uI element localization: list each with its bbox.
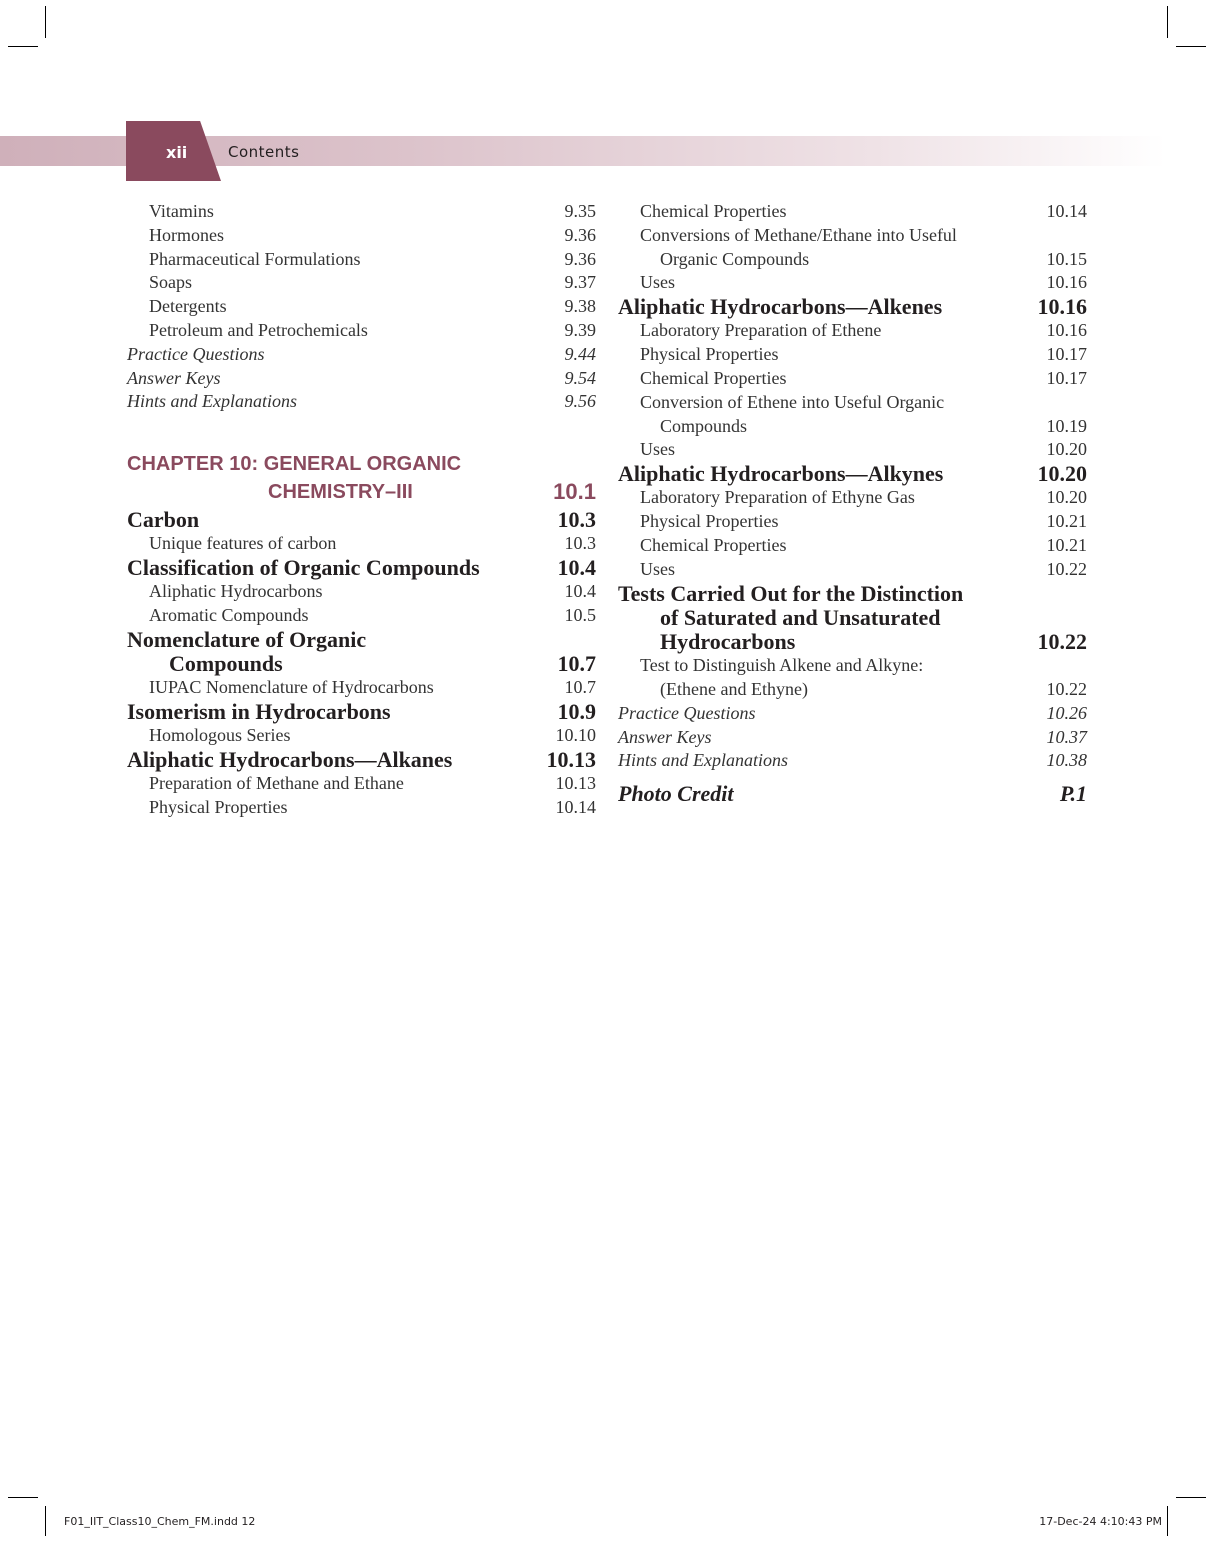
toc-entry-label: Answer Keys — [127, 367, 221, 388]
toc-entry-label: Laboratory Preparation of Ethene — [640, 320, 882, 341]
toc-entry-label: Physical Properties — [640, 511, 779, 532]
toc-entry-label: Laboratory Preparation of Ethyne Gas — [640, 487, 915, 508]
toc-backmatter-entry[interactable] — [618, 702, 1087, 726]
toc-entry-label: Uses — [640, 558, 675, 579]
toc-entry-label: Pharmaceutical Formulations — [149, 248, 361, 269]
toc-entry-label: Chemical Properties — [640, 201, 787, 221]
toc-entry-page: 10.38 — [1046, 750, 1087, 771]
toc-list-after-chapter — [127, 508, 596, 820]
toc-subentry[interactable] — [618, 319, 1087, 343]
toc-entry-label: Detergents — [149, 296, 227, 317]
toc-entry-label: Chemical Properties — [640, 367, 787, 388]
toc-subentry[interactable] — [618, 534, 1087, 558]
toc-entry-label: Uses — [640, 272, 675, 293]
toc-entry-page: 9.37 — [564, 272, 596, 293]
toc-entry-page: 10.15 — [1046, 248, 1087, 269]
toc-entry-page: 9.54 — [564, 367, 596, 388]
toc-entry-page: 10.7 — [557, 651, 596, 677]
toc-subentry[interactable] — [127, 772, 596, 796]
toc-backmatter-entry[interactable] — [618, 749, 1087, 773]
toc-entry-page: 10.26 — [1046, 702, 1087, 723]
toc-entry-page: 10.17 — [1046, 367, 1087, 388]
toc-entry-page: 10.4 — [564, 581, 596, 602]
toc-subentry[interactable] — [127, 200, 596, 224]
toc-subentry[interactable] — [618, 391, 1087, 439]
toc-entry-label: Classification of Organic Compounds — [127, 555, 480, 581]
toc-entry-page: 10.4 — [557, 555, 596, 581]
toc-entry-label-continuation: Compounds — [169, 651, 283, 677]
photo-credit-page: P.1 — [1059, 781, 1087, 807]
chapter-heading[interactable] — [127, 450, 596, 506]
toc-entry-label-continuation: Compounds — [660, 415, 748, 436]
toc-subentry[interactable] — [127, 224, 596, 248]
toc-entry-page: 10.20 — [1046, 439, 1087, 460]
toc-entry-page: 10.16 — [1046, 272, 1087, 293]
toc-backmatter-entry[interactable] — [127, 367, 596, 391]
toc-entry-label: Test to Distinguish Alkene and Alkyne: — [640, 655, 924, 676]
toc-entry-label: Vitamins — [149, 201, 214, 221]
photo-credit-entry[interactable] — [618, 779, 1087, 809]
toc-subentry[interactable] — [618, 486, 1087, 510]
toc-entry-page: 10.20 — [1037, 461, 1087, 487]
footer-timestamp: 17-Dec-24 4:10:43 PM — [1039, 1515, 1162, 1528]
toc-entry-page: 10.5 — [564, 605, 596, 626]
toc-subentry[interactable] — [618, 343, 1087, 367]
toc-subentry[interactable] — [618, 271, 1087, 295]
chapter-title-line2: CHEMISTRY–III — [268, 481, 413, 504]
toc-entry-label: Chemical Properties — [640, 534, 787, 555]
toc-entry-page: 10.19 — [1046, 415, 1087, 436]
toc-entry-label-continuation: Organic Compounds — [660, 248, 810, 269]
crop-mark — [1167, 1506, 1168, 1536]
toc-entry-label: Preparation of Methane and Ethane — [149, 773, 404, 794]
toc-section-entry[interactable] — [618, 582, 1087, 655]
toc-entry-label: Aliphatic Hydrocarbons—Alkanes — [127, 747, 453, 773]
toc-entry-page: 10.14 — [1046, 201, 1087, 221]
toc-entry-page: 10.22 — [1046, 678, 1087, 699]
toc-subentry[interactable] — [127, 271, 596, 295]
footer-file-name: F01_IIT_Class10_Chem_FM.indd 12 — [64, 1515, 256, 1528]
toc-entry-page: 9.39 — [564, 319, 596, 340]
toc-backmatter-entry[interactable] — [127, 390, 596, 414]
toc-entry-page: 10.16 — [1046, 320, 1087, 341]
crop-mark — [1176, 46, 1206, 47]
toc-entry-label: Isomerism in Hydrocarbons — [127, 699, 391, 725]
toc-entry-label: Aromatic Compounds — [149, 605, 309, 626]
toc-subentry[interactable] — [127, 676, 596, 700]
toc-entry-label-continuation: Hydrocarbons — [660, 628, 796, 654]
chapter-title-line1: CHAPTER 10: GENERAL ORGANIC — [127, 453, 462, 476]
page-number: xii — [166, 143, 188, 162]
toc-entry-label: Practice Questions — [618, 702, 756, 723]
toc-section-entry[interactable] — [127, 556, 596, 580]
toc-entry-label: Tests Carried Out for the Distinction — [618, 580, 964, 606]
toc-entry-page: 9.35 — [564, 201, 596, 221]
running-title: Contents — [228, 143, 300, 161]
chapter-page: 10.1 — [553, 479, 596, 505]
toc-section-entry[interactable] — [618, 462, 1087, 486]
toc-entry-page: 10.37 — [1046, 726, 1087, 747]
toc-entry-label: Homologous Series — [149, 725, 291, 746]
toc-section-entry[interactable] — [127, 628, 596, 676]
toc-entry-page: 10.10 — [555, 725, 596, 746]
toc-subentry[interactable] — [618, 200, 1087, 224]
toc-entry-page: 10.3 — [557, 507, 596, 533]
toc-entry-label-continuation: of Saturated and Unsaturated — [660, 604, 941, 630]
toc-subentry[interactable] — [127, 796, 596, 820]
toc-entry-page: 10.21 — [1046, 511, 1087, 532]
toc-subentry[interactable] — [127, 532, 596, 556]
toc-subentry[interactable] — [618, 367, 1087, 391]
toc-entry-page: 10.20 — [1046, 487, 1087, 508]
toc-entry-label: Aliphatic Hydrocarbons — [149, 581, 323, 602]
toc-entry-label: Hormones — [149, 224, 224, 245]
toc-entry-label: Soaps — [149, 272, 193, 293]
toc-subentry[interactable] — [127, 604, 596, 628]
toc-entry-page: 10.13 — [555, 773, 596, 794]
toc-entry-label: Hints and Explanations — [127, 391, 297, 412]
toc-subentry[interactable] — [127, 319, 596, 343]
spacer — [127, 414, 596, 450]
toc-entry-label: Aliphatic Hydrocarbons—Alkynes — [618, 461, 944, 487]
toc-entry-page: 10.17 — [1046, 344, 1087, 365]
crop-mark — [1167, 6, 1168, 38]
photo-credit-label: Photo Credit — [618, 781, 734, 807]
toc-subentry[interactable] — [618, 224, 1087, 272]
toc-section-entry[interactable] — [618, 295, 1087, 319]
toc-entry-label: Aliphatic Hydrocarbons—Alkenes — [618, 294, 943, 320]
toc-left-column — [127, 200, 596, 820]
toc-entry-label: Carbon — [127, 507, 200, 533]
toc-entry-label: Uses — [640, 439, 675, 460]
toc-entry-page: 10.9 — [557, 699, 596, 725]
toc-entry-page: 10.13 — [546, 747, 596, 773]
toc-entry-label: Nomenclature of Organic — [127, 626, 367, 652]
crop-mark — [8, 46, 38, 47]
toc-subentry[interactable] — [127, 724, 596, 748]
toc-entry-page: 9.44 — [564, 343, 596, 364]
toc-entry-page: 9.36 — [564, 248, 596, 269]
toc-entry-label: Physical Properties — [149, 797, 288, 818]
toc-entry-page: 9.36 — [564, 224, 596, 245]
toc-entry-label: Unique features of carbon — [149, 533, 337, 554]
crop-mark — [45, 6, 46, 38]
toc-subentry[interactable] — [618, 654, 1087, 702]
toc-backmatter-entry[interactable] — [127, 343, 596, 367]
toc-entry-label: Practice Questions — [127, 343, 265, 364]
toc-entry-label: Conversions of Methane/Ethane into Useful — [640, 224, 957, 245]
toc-entry-page: 10.21 — [1046, 534, 1087, 555]
toc-right-column — [618, 200, 1087, 809]
toc-list-before-chapter — [127, 200, 596, 414]
toc-subentry[interactable] — [127, 295, 596, 319]
toc-section-entry[interactable] — [127, 508, 596, 532]
toc-entry-label: Petroleum and Petrochemicals — [149, 319, 368, 340]
toc-entry-page: 10.14 — [555, 797, 596, 818]
toc-subentry[interactable] — [127, 248, 596, 272]
toc-entry-page: 9.56 — [564, 391, 596, 412]
toc-subentry[interactable] — [618, 510, 1087, 534]
toc-entry-page: 10.3 — [564, 533, 596, 554]
crop-mark — [45, 1506, 46, 1536]
toc-entry-page: 10.22 — [1046, 558, 1087, 579]
toc-subentry[interactable] — [618, 438, 1087, 462]
toc-entry-label: Physical Properties — [640, 344, 779, 365]
toc-entry-label: IUPAC Nomenclature of Hydrocarbons — [149, 677, 434, 698]
toc-entry-page: 10.16 — [1037, 294, 1087, 320]
toc-entry-label-continuation: (Ethene and Ethyne) — [660, 678, 808, 699]
toc-entry-page: 10.22 — [1037, 628, 1087, 654]
toc-section-entry[interactable] — [127, 748, 596, 772]
toc-entry-label: Conversion of Ethene into Useful Organic — [640, 391, 945, 412]
toc-entry-page: 9.38 — [564, 296, 596, 317]
toc-entry-label: Hints and Explanations — [618, 750, 788, 771]
toc-subentry[interactable] — [127, 580, 596, 604]
crop-mark — [1176, 1497, 1206, 1498]
toc-entry-label: Answer Keys — [618, 726, 712, 747]
crop-mark — [8, 1497, 38, 1498]
toc-entry-page: 10.7 — [564, 677, 596, 698]
toc-subentry[interactable] — [618, 558, 1087, 582]
toc-backmatter-entry[interactable] — [618, 726, 1087, 750]
toc-section-entry[interactable] — [127, 700, 596, 724]
toc-list-right — [618, 200, 1087, 773]
